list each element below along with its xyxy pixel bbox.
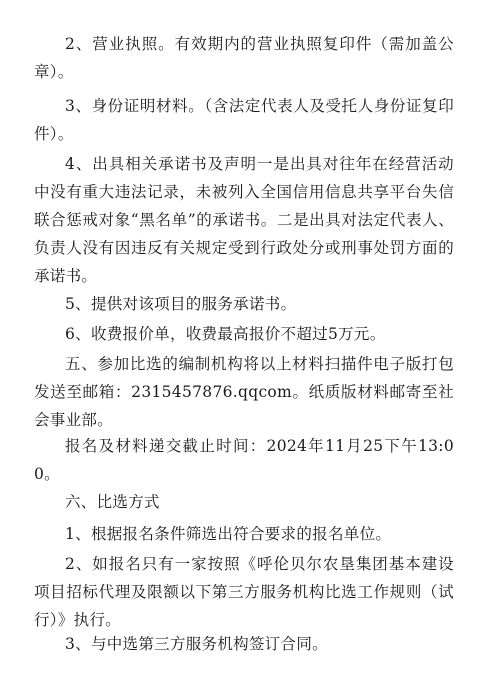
paragraph-fee-quotation: 6、收费报价单，收费最高报价不超过5万元。: [65, 325, 386, 343]
section-heading-selection-method: 六、比选方式: [65, 493, 160, 511]
paragraph-deadline: 报名及材料递交截止时间：2024年11月25下午13:00。: [34, 437, 454, 483]
paragraph-sign-contract: 3、与中选第三方服务机构签订合同。: [65, 635, 328, 653]
paragraph-submission-email: 五、参加比选的编制机构将以上材料扫描件电子版打包发送至邮箱：2315457876.qqcom。纸质版材料邮寄至社会事业部。: [34, 355, 454, 429]
paragraph-commitment-letters: 4、出具相关承诺书及声明一是出具对往年在经营活动中没有重大违法记录，未被列入全国信用信息共享平台失信联合惩戒对象“黑名单”的承诺书。二是出具对法定代表人、负责人没有因违反有关规定受到行政处分或刑事处罚方面的承诺书。: [34, 155, 454, 285]
paragraph-single-registrant-rule: 2、如报名只有一家按照《呼伦贝尔农垦集团基本建设项目招标代理及限额以下第三方服务机构比选工作规则（试行）》执行。: [34, 555, 454, 629]
paragraph-business-license: 2、营业执照。有效期内的营业执照复印件（需加盖公章）。: [34, 35, 454, 81]
paragraph-service-commitment: 5、提供对该项目的服务承诺书。: [65, 295, 297, 313]
paragraph-identity-documents: 3、身份证明材料。（含法定代表人及受托人身份证复印件）。: [34, 97, 454, 143]
paragraph-screening: 1、根据报名条件筛选出符合要求的报名单位。: [65, 525, 392, 543]
